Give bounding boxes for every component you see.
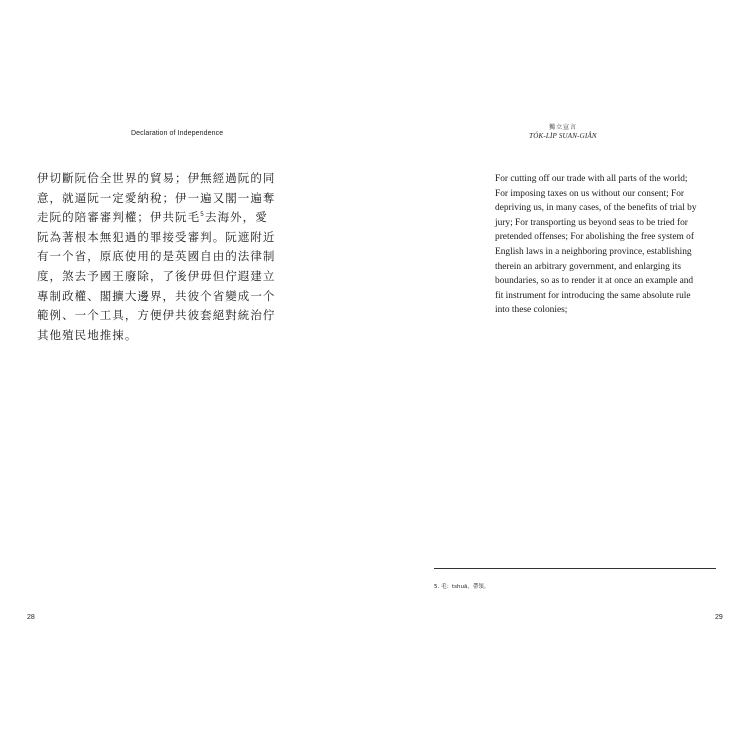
running-head-romanized: TÓK-LI̍P SUAN-GIÂN [529,132,597,140]
text-line: 度，煞去予國王廢除，了後伊毋但佇遐建立 [37,268,276,283]
text-line: jury; For transporting us beyond seas to be tried for [495,217,688,228]
text-line: into these colonies; [495,305,568,316]
footnote-divider [434,568,716,569]
text-line: 伊切斷阮佮全世界的貿易；伊無經過阮的同 [37,171,276,185]
text-line: 意，就逼阮一定愛納稅；伊一遍又閣一遍奪 [37,190,276,205]
text-segment: 去海外，愛 [205,210,268,225]
running-head-right [513,124,613,141]
text-line: 其他殖民地推捒。 [37,327,138,342]
text-line: 阮為著根本無犯過的罪接受審判。阮遮附近 [37,229,276,244]
text-line [37,208,268,228]
text-segment: 走阮的陪審審判權；伊共阮毛 [37,210,201,225]
page-number-left: 28 [27,614,35,621]
footnote: 5. 毛：tshuā，帶領。 [434,584,490,590]
text-line: English laws in a neighboring province, establishing [495,246,692,257]
right-page [375,0,750,750]
text-line: 有一个省，原底使用的是英國自由的法律制 [37,249,276,264]
text-line: pretended offenses; For abolishing the free system of [495,232,694,243]
text-line: therein an arbitrary government, and enlarging its [495,261,681,272]
chinese-body-text [37,169,276,345]
text-line: For cutting off our trade with all parts of the world; [495,174,688,184]
text-line: fit instrument for introducing the same absolute rule [495,290,691,301]
text-line: 專制政權、閣擴大邊界，共彼个省變成一个 [37,288,276,303]
running-head-left: Declaration of Independence [131,130,224,137]
text-line: 範例、一个工具，方便伊共彼套絕對統治佇 [37,308,276,323]
text-line: boundaries, so as to render it at once an example and [495,276,694,287]
text-line: depriving us, in many cases, of the benefits of trial by [495,203,697,214]
running-head-han: 獨立宣言 [548,124,577,131]
footnote-marker: 5 [200,211,206,219]
page-number-right: 29 [715,614,723,621]
text-line: For imposing taxes on us without our consent; For [495,188,685,199]
english-body-text [495,172,725,318]
